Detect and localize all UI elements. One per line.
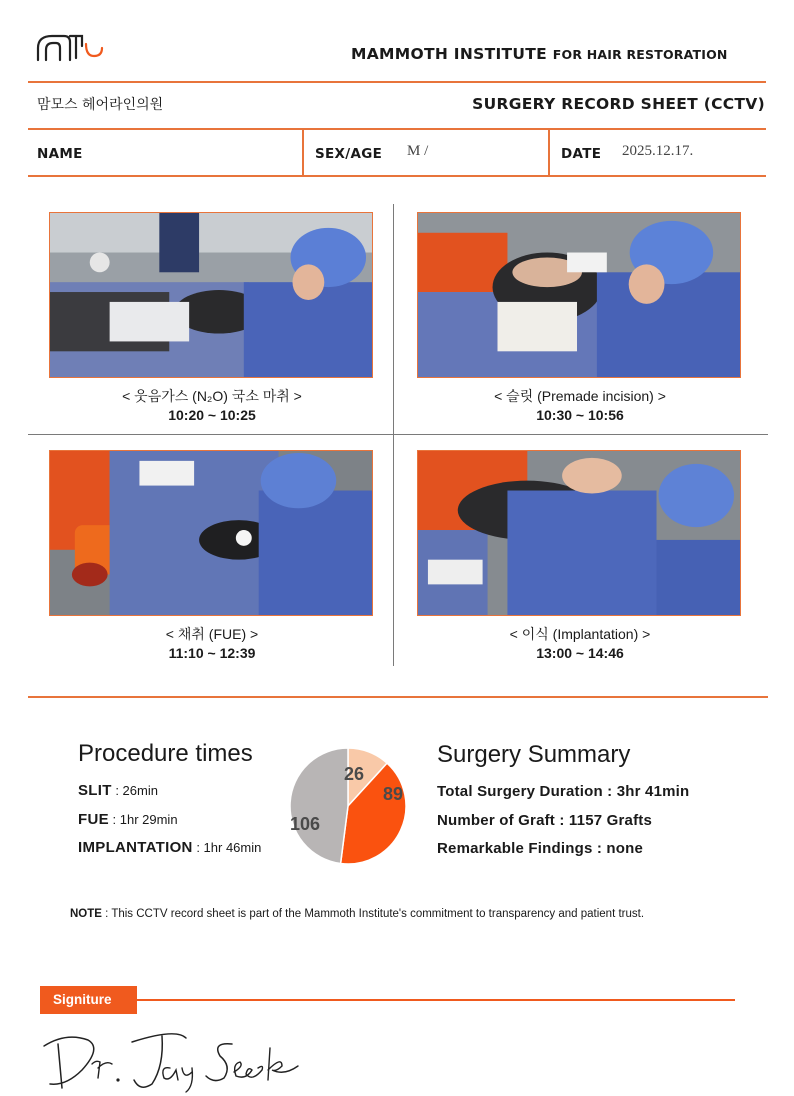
- name-label: NAME: [37, 146, 83, 162]
- caption-title: < 슬릿 (Premade incision) >: [494, 388, 666, 404]
- summary-findings: Remarkable Findings : none: [437, 840, 644, 857]
- procedure-value: : 26min: [111, 783, 158, 798]
- note: [70, 908, 644, 920]
- procedure-pie-chart: [288, 746, 408, 866]
- date-value: 2025.12.17.: [622, 143, 694, 159]
- institute-main: MAMMOTH INSTITUTE: [351, 45, 548, 63]
- procedure-label: IMPLANTATION: [78, 839, 193, 856]
- surgery-summary-title: Surgery Summary: [437, 741, 631, 768]
- procedure-value: : 1hr 29min: [108, 812, 178, 827]
- divider: [28, 696, 768, 698]
- grid-divider: [28, 434, 768, 435]
- cctv-photo-fue: [49, 450, 373, 616]
- divider: [28, 81, 766, 83]
- caption-time: 10:30 ~ 10:56: [536, 407, 624, 423]
- signature-tab: Signiture: [40, 986, 137, 1014]
- signature-line: [137, 999, 735, 1001]
- photo-caption: [42, 387, 382, 425]
- cctv-photo-implantation: [417, 450, 741, 616]
- pie-data-label: 106: [289, 814, 321, 834]
- photo-caption: [410, 625, 750, 663]
- cctv-photo-slit: [417, 212, 741, 378]
- procedure-value: : 1hr 46min: [192, 840, 262, 855]
- procedure-label: SLIT: [78, 782, 112, 799]
- institute-name: [351, 45, 728, 63]
- cctv-photo-anesthesia: [49, 212, 373, 378]
- procedure-row-implantation: [78, 839, 261, 857]
- date-label: DATE: [561, 146, 602, 162]
- pie-data-label: 89: [382, 784, 404, 804]
- institute-sub: FOR HAIR RESTORATION: [552, 47, 728, 62]
- photo-caption: [410, 387, 750, 425]
- sexage-label: SEX/AGE: [315, 146, 383, 162]
- mammoth-logo-icon: [36, 30, 108, 66]
- caption-title: < 이식 (Implantation) >: [509, 626, 651, 642]
- caption-time: 13:00 ~ 14:46: [536, 645, 624, 661]
- caption-title: < 웃음가스 (N₂O) 국소 마취 >: [122, 388, 302, 404]
- pie-slice: [290, 748, 348, 864]
- caption-time: 11:10 ~ 12:39: [168, 645, 256, 661]
- procedure-label: FUE: [78, 811, 109, 828]
- grid-divider: [393, 204, 394, 666]
- divider: [28, 175, 766, 177]
- pie-data-label: 26: [343, 764, 365, 784]
- field-divider: [302, 129, 304, 176]
- note-label: NOTE: [70, 908, 102, 920]
- field-divider: [548, 129, 550, 176]
- procedure-row-fue: [78, 811, 178, 829]
- summary-duration: Total Surgery Duration : 3hr 41min: [437, 783, 690, 800]
- procedure-times-title: Procedure times: [78, 740, 253, 767]
- photo-caption: [42, 625, 382, 663]
- sexage-value: M /: [407, 143, 429, 159]
- clinic-korean-name: 맘모스 헤어라인의원: [37, 97, 164, 113]
- caption-title: < 채취 (FUE) >: [165, 626, 259, 642]
- note-text: : This CCTV record sheet is part of the Mammoth Institute's commitment to transparency and patient trust.: [101, 908, 645, 920]
- divider: [28, 128, 766, 130]
- summary-grafts: Number of Graft : 1157 Grafts: [437, 812, 653, 829]
- procedure-row-slit: [78, 782, 158, 800]
- sheet-title: SURGERY RECORD SHEET (CCTV): [472, 95, 765, 113]
- handwritten-signature: [36, 1026, 306, 1094]
- caption-time: 10:20 ~ 10:25: [168, 407, 256, 423]
